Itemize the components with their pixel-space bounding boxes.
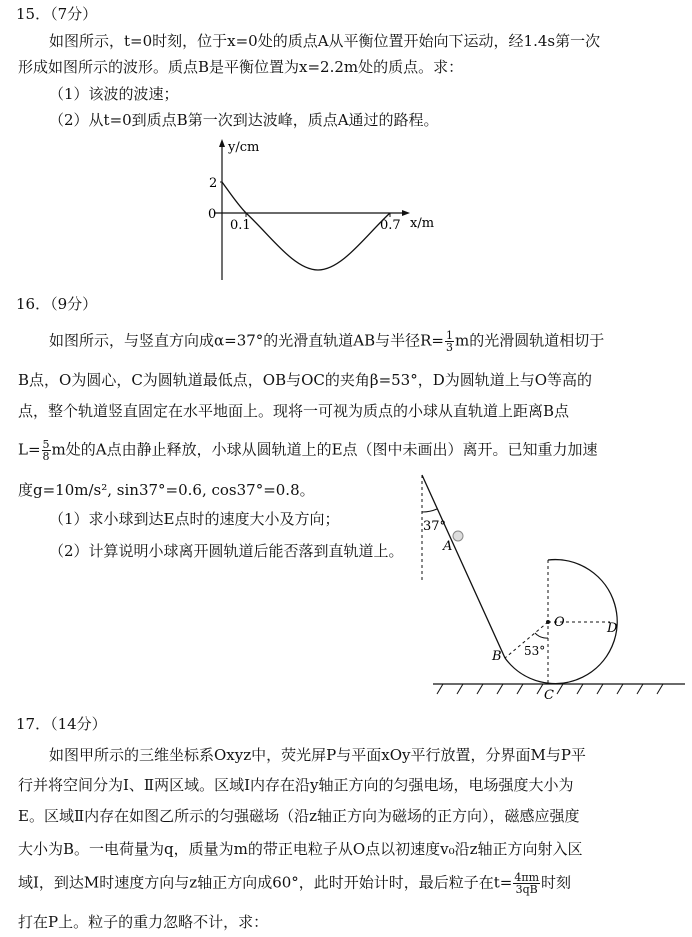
label-b: B	[492, 649, 502, 664]
q15-line2: 形成如图所示的波形。质点B是平衡位置为x=2.2m处的质点。求：	[18, 58, 464, 76]
origin-label: 0	[208, 207, 217, 222]
x-axis-label: x/m	[410, 216, 435, 231]
q15-header: 15．（7分）	[16, 5, 98, 23]
x-tick-0-1: 0.1	[230, 218, 251, 233]
x-tick-0-7: 0.7	[380, 218, 401, 233]
q17-line5-text-a: 域Ⅰ，到达M时速度方向与z轴正方向成60°，此时开始计时，最后粒子在t=	[18, 873, 513, 892]
q17-line5	[18, 872, 571, 895]
q17-line6: 打在P上。粒子的重力忽略不计，求：	[18, 913, 269, 931]
q17-line2: 行并将空间分为Ⅰ、Ⅱ两区域。区域Ⅰ内存在沿y轴正方向的匀强电场，电场强度大小为	[18, 776, 574, 794]
q16-line3: 点，整个轨道竖直固定在水平地面上。现将一可视为质点的小球从直轨道上距离B点	[18, 402, 570, 420]
q16-track-figure	[405, 470, 690, 700]
angle-53-label: 53°	[524, 644, 546, 658]
q16-fraction-r	[445, 330, 454, 353]
q15-sub1: （1）该波的波速；	[49, 85, 179, 103]
q16-line4	[18, 439, 598, 462]
label-c: C	[544, 688, 554, 700]
straight-track-ab	[422, 475, 505, 658]
angle-37-arc	[422, 509, 437, 512]
q17-fraction-t	[513, 872, 540, 895]
q16-header: 16．（9分）	[16, 295, 98, 313]
q17-line1: 如图甲所示的三维坐标系Oxyz中，荧光屏P与平面xOy平行放置，分界面M与P平	[49, 746, 586, 764]
q17-line5-text-b: 时刻	[541, 873, 572, 892]
q16-line4-text-b: m处的A点由静止释放，小球从圆轨道上的E点（图中未画出）离开。已知重力加速	[51, 440, 598, 459]
q16-line4-text-a: L=	[18, 440, 41, 459]
y-tick-2: 2	[209, 176, 218, 191]
q16-sub2: （2）计算说明小球离开圆轨道后能否落到直轨道上。	[49, 542, 404, 560]
y-axis-label: y/cm	[228, 140, 260, 155]
q15-line1: 如图所示，t=0时刻，位于x=0处的质点A从平衡位置开始向下运动，经1.4s第一次	[49, 32, 601, 50]
q16-line1	[49, 330, 604, 353]
label-a: A	[443, 539, 453, 554]
frac-den: 3	[446, 341, 454, 354]
frac-num: 1	[446, 329, 454, 342]
label-o: O	[554, 615, 565, 630]
q16-sub1: （1）求小球到达E点时的速度大小及方向；	[49, 510, 340, 528]
q17-header: 17．（14分）	[16, 715, 107, 733]
q16-fraction-l	[42, 439, 51, 462]
frac-den: 3qB	[515, 883, 538, 896]
q16-line5: 度g=10m/s², sin37°=0.6, cos37°=0.8。	[18, 481, 315, 499]
y-axis-arrow-icon	[219, 139, 225, 147]
q15-wave-graph	[200, 135, 450, 283]
x-axis-arrow-icon	[402, 210, 410, 216]
angle-53-arc	[535, 633, 548, 638]
q16-line1-text-a: 如图所示，与竖直方向成α=37°的光滑直轨道AB与半径R=	[49, 331, 445, 350]
q17-line4: 大小为B。一电荷量为q，质量为m的带正电粒子从O点以初速度v₀沿z轴正方向射入区	[18, 840, 583, 858]
frac-num: 4πm	[514, 871, 540, 884]
q15-sub2: （2）从t=0到质点B第一次到达波峰，质点A通过的路程。	[49, 111, 439, 129]
label-d: D	[607, 621, 618, 636]
angle-37-label: 37°	[423, 519, 447, 534]
frac-num: 5	[42, 438, 50, 451]
q16-line1-text-b: m的光滑圆轨道相切于	[455, 331, 605, 350]
ball-a-icon	[453, 531, 463, 541]
q17-line3: E。区域Ⅱ内存在如图乙所示的匀强磁场（沿z轴正方向为磁场的正方向），磁感应强度	[18, 807, 580, 825]
center-o-dot	[546, 620, 550, 624]
q16-line2: B点，O为圆心，C为圆轨道最低点，OB与OC的夹角β=53°，D为圆轨道上与O等高的	[18, 371, 593, 389]
frac-den: 8	[42, 450, 50, 463]
